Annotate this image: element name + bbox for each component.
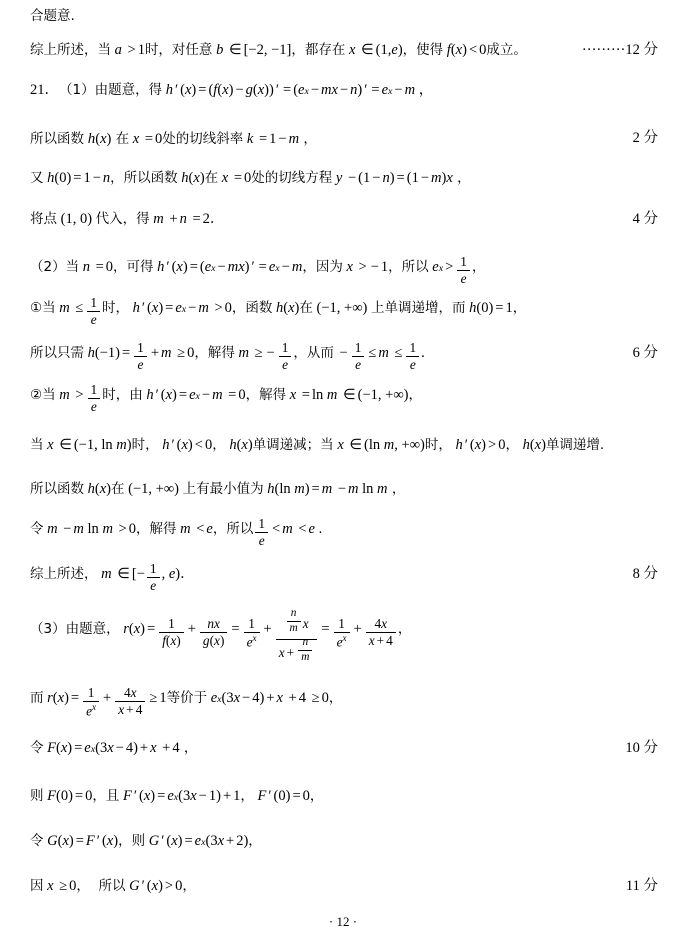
text-line: 又 h (0) = 1 − n ，所以函数 h ( x ) 在 x = 0 处的切线方程 y − (1 − n ) = (1 − m ) x ，: [30, 170, 471, 186]
line-text: 合题意.: [30, 8, 75, 24]
score-mark: 6 分: [632, 345, 658, 361]
score-mark: 4 分: [632, 211, 658, 227]
text-line: 而 r ( x ) = $\frac{1}{e^x}$ + $\frac{4x}{x + 4}$ ≥ 1 等价于 e x (3 x − 4) + x + 4 ≥ 0 ，: [30, 685, 343, 719]
score-mark: 8 分: [632, 566, 658, 582]
text-line: 综上所述， m ∈ [− $\frac{1}{e}$ , e ) ． 8 分: [30, 561, 658, 594]
page-number: · 12 ·: [328, 914, 358, 929]
text-line: 综上所述，当 a > 1 时，对任意 b ∈ [−2, −1] ，都存在 x ∈ (1, e ) ，使得 f ( x ) < 0 成立。 ·········12 分: [30, 42, 658, 58]
score-mark: 10 分: [625, 740, 658, 756]
text-line: （2）当 n = 0 ，可得 h ′ ( x ) = ( e x − mx ) ′ = e x − m ，因为 x > − 1 ，所以 e x > $\frac{1}{e}$ ，: [30, 254, 486, 287]
text-line: 将点 (1, 0) 代入，得 m + n = 2 ． 4 分: [30, 211, 658, 227]
score-mark: 11 分: [625, 878, 658, 894]
text-line: 令 G ( x ) = F ′ ( x ) ，则 G ′ ( x ) = e x (3 x + 2) ，: [30, 833, 262, 849]
text-line: 因 x ≥ 0 ， 所以 G ′ ( x ) > 0 ， 11 分: [30, 878, 658, 894]
text-line: 则 F (0) = 0 ，且 F ′ ( x ) = e x (3 x − 1) + 1 ， F ′ (0) = 0 ，: [30, 788, 324, 804]
text-line: [0, 8, 686, 24]
text-line: 所以函数 h ( x ) 在 (−1, +∞) 上有最小值为 h (ln m ) = m − m ln m ，: [30, 481, 406, 497]
text-line: 当 x ∈ (−1, ln m ) 时， h ′ ( x ) < 0 ， h ( x ) 单调递减；当 x ∈ (ln m , +∞) 时， h ′ ( x ) > 0 ， h ( x ) 单调递增.: [30, 437, 605, 453]
text-line: 21． （1）由题意，得 h ′ ( x ) = ( f ( x ) − g ( x )) ′ = ( e x − mx − n ) ′ = e x − m ，: [30, 82, 434, 98]
text-line: 令 m − m ln m > 0 ，解得 m < e ，所以 $\frac{1}{e}$ < m < e .: [30, 516, 323, 549]
text-line: 所以函数 h ( x ) 在 x = 0 处的切线斜率 k = 1 − m ， 2 分: [30, 130, 658, 147]
text-line: 令 F ( x ) = e x (3 x − 4) + x + 4 ， 10 分: [30, 740, 658, 756]
text-line: ①当 m ≤ $\frac{1}{e}$ 时， h ′ ( x ) = e x − m > 0 ，函数 h ( x ) 在 (−1, +∞) 上单调递增，而 h (0) = 1 ，: [30, 295, 527, 328]
text-line: ②当 m > $\frac{1}{e}$ 时，由 h ′ ( x ) = e x − m = 0 ，解得 x = ln m ∈ (−1, +∞) ，: [30, 382, 422, 415]
score-mark: 2 分: [632, 130, 658, 146]
line-text: 综上所述，当: [30, 42, 111, 58]
text-line: 所以只需 h (−1) = $\frac{1}{e}$ + m ≥ 0 ，解得 m ≥ − $\frac{1}{e}$ ，从而 − $\frac{1}{e}$ ≤ m ≤ $\frac{1}{e}$ . 6 分: [30, 340, 658, 373]
text-line: （3）由题意， r ( x ) = $\frac{1}{f(x)}$ + $\frac{nx}{g(x)}$ = $\frac{1}{e^x}$ + $\frac{n}{m}$ x x + $\frac{n}{m}$ = $\frac{1}{e^x}$ + $\frac{4x}{x + 4}$ ，: [30, 607, 412, 663]
score-mark: ·········12 分: [581, 42, 658, 58]
